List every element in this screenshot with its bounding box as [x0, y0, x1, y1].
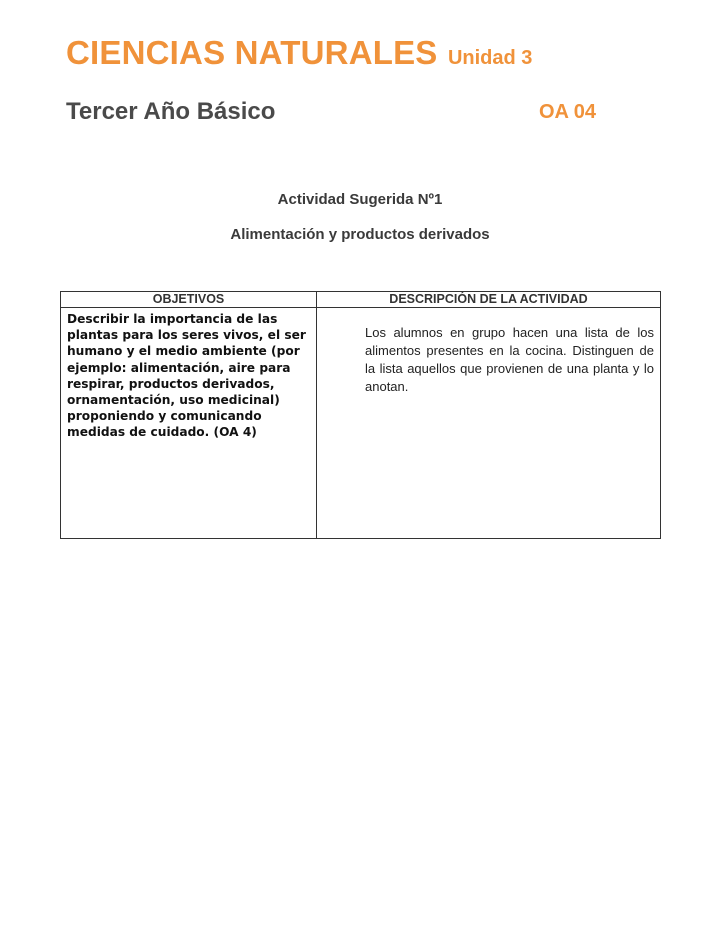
subject-title: CIENCIAS NATURALES: [66, 34, 438, 71]
grade-title: Tercer Año Básico: [66, 98, 276, 125]
title-line: [66, 36, 626, 69]
description-cell: [317, 308, 661, 539]
objectives-header: OBJETIVOS: [61, 292, 317, 308]
objective-cell: [61, 308, 317, 539]
activity-name: Alimentación y productos derivados: [230, 226, 490, 243]
description-text: Los alumnos en grupo hacen una lista de los alimentos presentes en la cocina. Distinguen de la lista aquellos que provienen de una planta y lo anotan.: [365, 325, 654, 394]
objective-text: Describir la importancia de las plantas para los seres vivos, el ser humano y el medio ambiente (por ejemplo: alimentación, aire para respirar, productos derivados, ornamentación, uso medicinal) proponiendo y comunicando medidas de cuidado. (OA 4): [67, 312, 306, 440]
activity-table: [60, 291, 661, 539]
table-header-row: [61, 292, 661, 308]
oa-code: OA 04: [538, 101, 596, 123]
description-header: DESCRIPCIÓN DE LA ACTIVIDAD: [317, 292, 661, 308]
grade-row: [66, 98, 596, 128]
document-header: [66, 36, 626, 69]
table-row: [61, 308, 661, 539]
activity-number: Actividad Sugerida Nº1: [277, 191, 443, 208]
unit-label: Unidad 3: [447, 47, 533, 69]
